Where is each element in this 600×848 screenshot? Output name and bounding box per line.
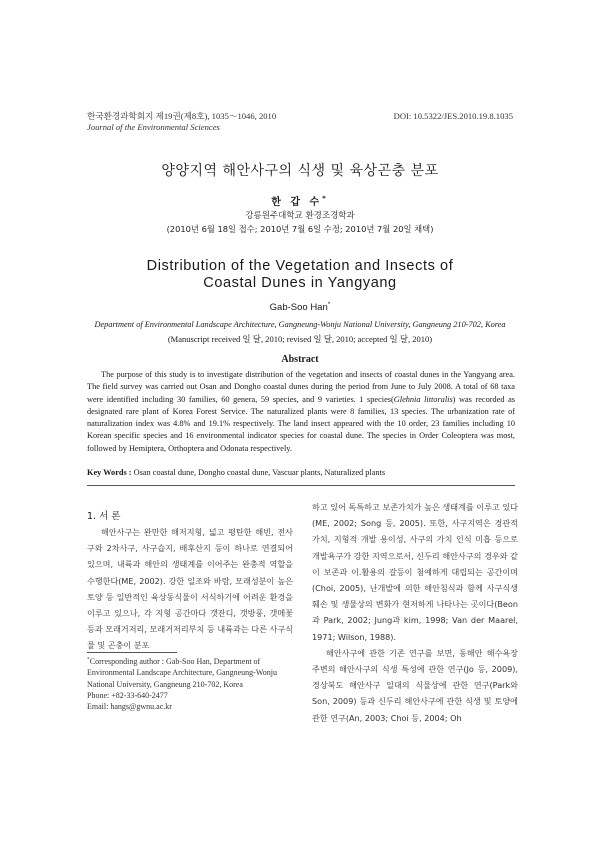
english-author: Gab-Soo Han* [269,300,331,313]
korean-author: 한 갑 수* [271,194,329,208]
abstract-body: The purpose of this study is to investigate distribution of the vegetation and insects of coastal dunes in the Yangyang area. The field survey was carried out Osan and Dongho coastal dunes during the period from June to July 2008. A total of 68 taxa were identified including 30 families, 60 genera, 59 species, and 9 varieties. 1 species(Glehnia littoralis) was recorded as designated rare plant of Korea Forest Service. The naturalized plants were 8 families, 13 species. The urbanization rate of naturalization index was 4.8% and 19.1% respectively. The land insect appeared with the 10 order, 23 families including 10 Korean specific species and 16 environmental indicator species for coastal dune. The species in Order Coleoptera was most, followed by Hemiptera, Orthoptera and Odonata respectively. [87,370,515,453]
section-heading: 1. 서 론 [87,511,121,522]
keywords-label: Key Words : [87,468,132,477]
phone: Phone: +82-33-640-2477 [87,690,168,700]
abstract-heading: Abstract [281,354,319,365]
footnote [87,656,297,712]
korean-title: 양양지역 해안사구의 식생 및 육상곤충 분포 [161,163,439,179]
body-column-left [87,524,293,654]
email: Email: hangs@gwnu.ac.kr [87,702,172,712]
english-title-line1: Distribution of the Vegetation and Insects of [146,258,454,274]
keywords: Key Words : Osan coastal dune, Dongho coastal dune, Vascuar plants, Naturalized plants [87,468,386,477]
section-divider [87,485,515,486]
footnote-divider [87,652,177,653]
english-affiliation: Department of Environmental Landscape Architecture, Gangneung-Wonju National University, Gangneung 210-702, Korea [94,320,506,329]
paragraph: 하고 있어 독특하고 보존가치가 높은 생태계를 이루고 있다(ME, 2002; Song 등, 2005). 또한, 사구지역은 경관적 가치, 지형적 개발 용이성, 사구의 가치 인식 미흡 등으로 개발욕구가 강한 지역으로서, 신두리 해안사구의 경우와 같이 보존과 이․활용의 갈등이 첨예하게 대립되는 공간이며(Choi, 2005), 난개발에 의한 해안침식과 함께 사구식생 훼손 및 생물상의 변화가 현저하게 나타나는 곳이다(Beon과 Park, 2002; Jung과 kim, 1998; Van der Maarel, 1971; Wilson, 1988). [312,502,518,642]
english-title-line2: Coastal Dunes in Yangyang [203,275,397,291]
paragraph: 해안사구는 완만한 해저지형, 넓고 평탄한 해빈, 전사구와 2차사구, 사구습지, 배후산지 등이 하나로 연결되어 있으며, 내륙과 해안의 생태계를 이어주는 완충적 역할을 수행한다(ME, 2002). 강한 일조와 바람, 모래성분이 높은 토양 등 일반적인 육상동식물이 서식하기에 어려운 환경을 이루고 있으나, 각 지형 공간마다 갯잔디, 갯방풍, 갯메꽃 등과 모래거저리, 모래거저리부치 등 내륙과는 다른 사구식물 및 곤충이 분포 [87,527,293,651]
doi: DOI: 10.5322/JES.2010.19.8.1035 [393,111,513,121]
journal-header-korean: 한국환경과학회지 제19권(제8호), 1035～1046, 2010 [87,111,277,121]
korean-dates: (2010년 6월 18일 접수; 2010년 7월 6일 수정; 2010년 7월 20일 채택) [166,224,434,234]
english-title [0,258,600,292]
species-name: Glehnia littoralis [393,394,453,404]
corresponding-author: *Corresponding author : Gab-Soo Han, Department of Environmental Landscape Architecture, Gangneung-Wonju National University, Gangneung 210-702, Korea [87,656,277,689]
paragraph: 해안사구에 관한 기존 연구를 보면, 동해안 해수욕장 주변의 해안사구의 식생 특성에 관한 연구(Jo 등, 2009), 경상북도 해안사구 일대의 식물상에 관한 연구(Park와 Son, 2009) 등과 신두리 해안사구에 관한 식생 및 토양에 관한 연구(An, 2003; Choi 등, 2004; Oh [312,647,518,723]
korean-affiliation: 강릉원주대학교 환경조경학과 [245,211,355,221]
body-column-right [312,499,518,726]
english-dates: (Manuscript received 일 달, 2010; revised 일 달, 2010; accepted 일 달, 2010) [167,334,433,344]
journal-name: Journal of the Environmental Sciences [87,122,220,132]
